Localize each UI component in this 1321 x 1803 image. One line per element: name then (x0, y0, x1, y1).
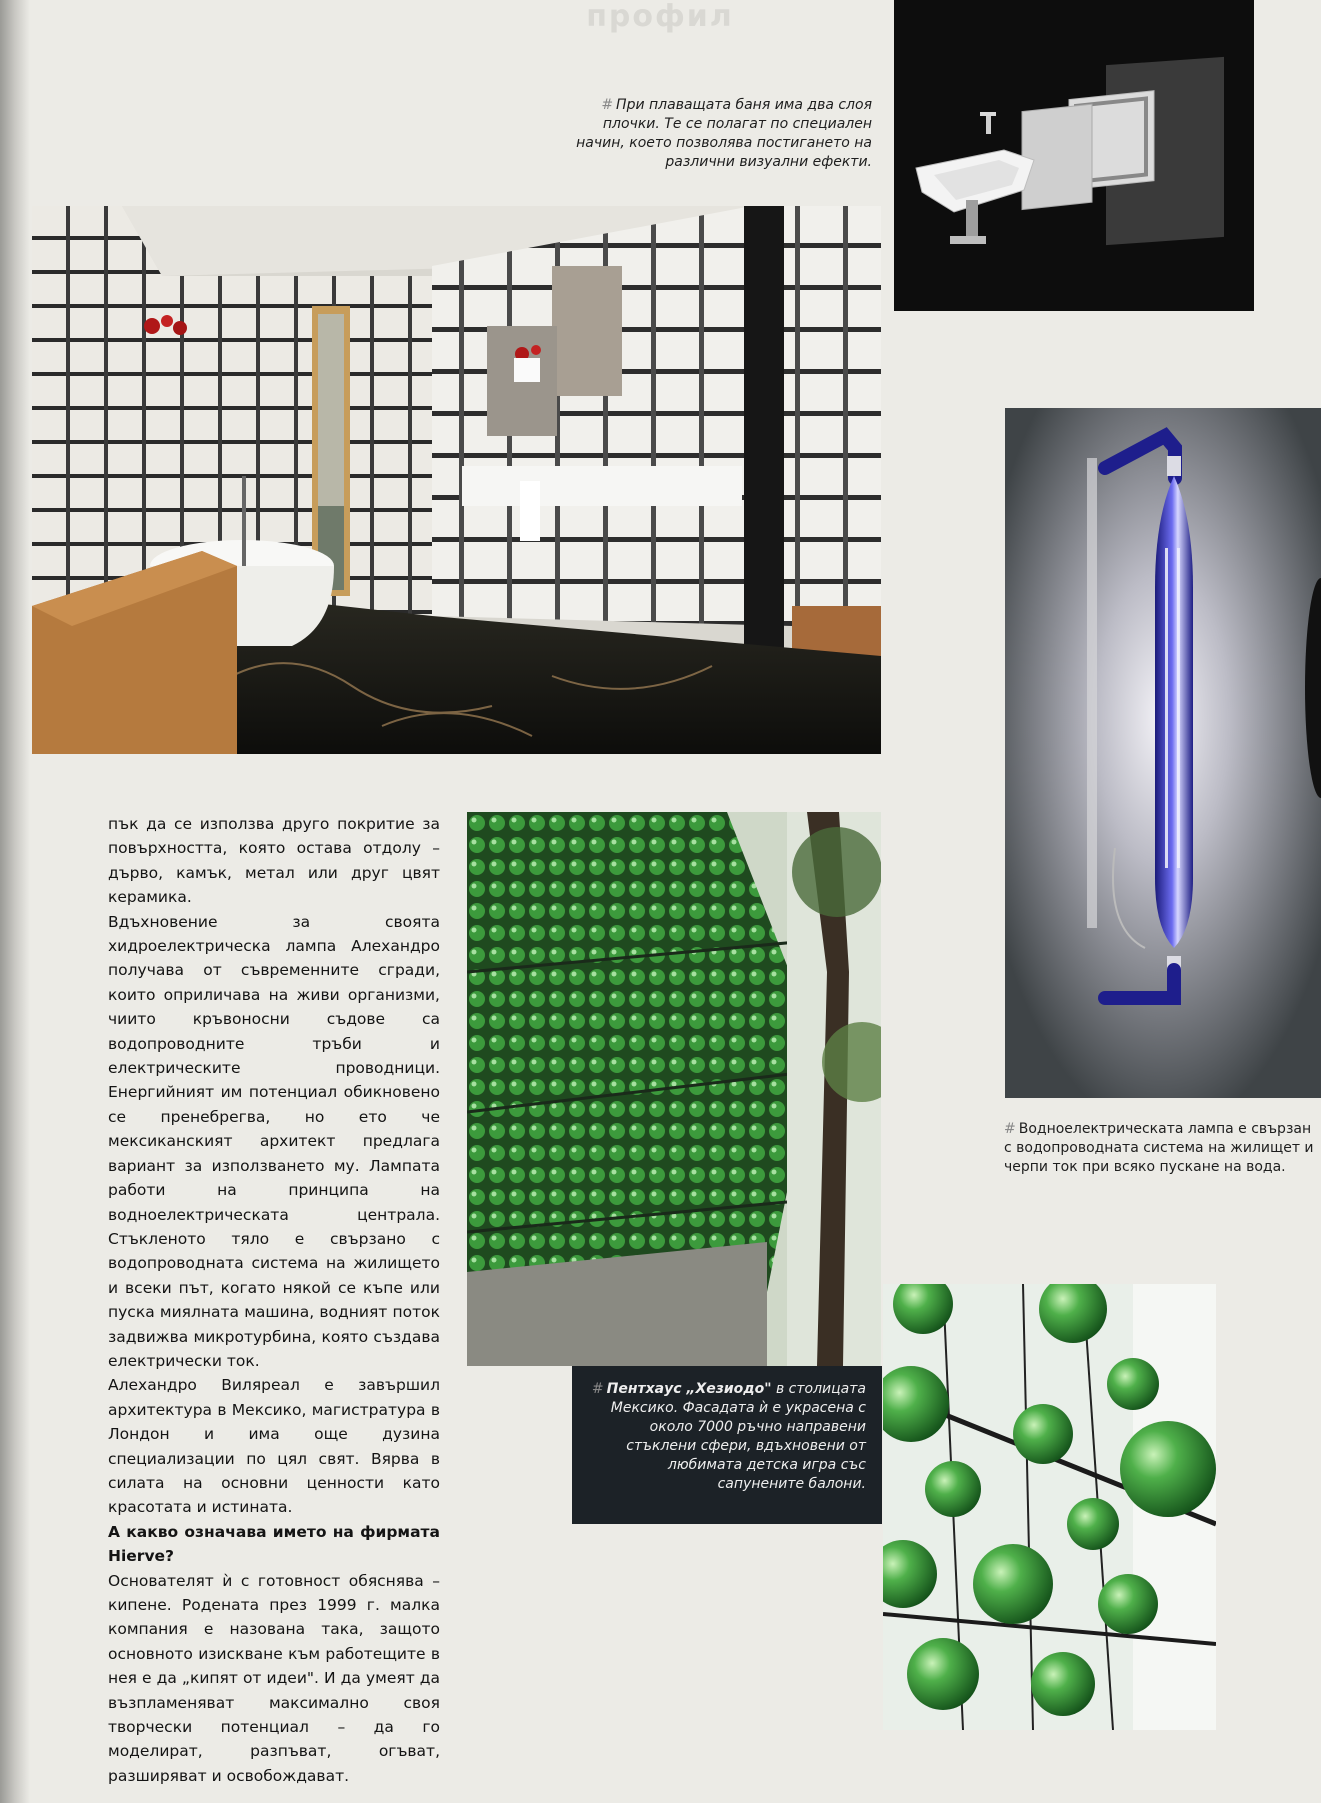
lamp-caption-text: Водноелектрическата лампа е свързан с водопроводната система на жилищет и черпи ток при всяко пускане на вода. (1004, 1121, 1314, 1175)
facade-caption-title: Пентхаус „Хезиодо" (606, 1381, 772, 1397)
caption-hash: # (1004, 1121, 1016, 1137)
article-paragraph: Основателят ѝ с готовност обяснява – кипене. Родената през 1999 г. малка компания е назована така, защото основното изискване към работещите в нея е да „кипят от идеи". И да умеят да възпламеняват максимално своя творчески потенциал – да го моделират, разпъват, огъват, разширяват и освобождават. (108, 1571, 440, 1785)
article-question: А какво означава името на фирмата Hierve? (108, 1522, 440, 1566)
article-paragraph: пък да се използва друго покритие за повърхността, която остава отдолу – дърво, камък, метал или друг цвят керамика. (108, 815, 440, 907)
article-paragraph: Вдъхновение за своята хидроелектрическа лампа Алехандро получава от съвременните сгради, които оприличава на живи организми, чиито кръвоносни съдове са водопроводните тръби и електрическите проводници. Енергийният им потенциал обикновено се пренебрегва, но ето че мексиканският архитект предлага вариант за използването му. Лампата работи на принципа на водноелектрическата централа. Стъкленото тяло е свързано с водопроводната система на жилището и всеки път, когато някой се къпе или пуска миялната машина, водният поток задвижва микротурбина, която създава електрически ток. (108, 912, 440, 1370)
floating-bathroom-image (32, 206, 881, 754)
page-gutter-shadow (0, 0, 30, 1803)
lamp-caption (1004, 1120, 1321, 1177)
caption-hash: # (601, 97, 614, 113)
article-paragraph: Алехандро Вилярeал е завършил архитектура в Мексико, магистратура в Лондон и има още дузина специализации по цял свят. Вярва в силата на основни ценности като красотата и истината. (108, 1376, 440, 1517)
glass-spheres-image (883, 1284, 1216, 1730)
facade-caption-text: в столицата Мексико. Фасадата ѝ е украсена с около 7000 ръчно направени стъклени сфери, вдъхновени от любимата детска игра със сапунените балони. (610, 1381, 866, 1492)
basin-caption (570, 96, 872, 172)
caption-hash: # (591, 1381, 604, 1397)
wall-basin-image (894, 0, 1254, 311)
hydroelectric-lamp-image (1005, 408, 1321, 1098)
sphere-facade-image (467, 812, 881, 1366)
basin-caption-text: При плаващата баня има два слоя плочки. Те се полагат по специален начин, което позволява постигането на различни визуални ефекти. (576, 97, 872, 170)
facade-caption-box (572, 1366, 882, 1524)
ghost-section-header: профил (586, 0, 734, 34)
article-body (108, 812, 440, 1788)
